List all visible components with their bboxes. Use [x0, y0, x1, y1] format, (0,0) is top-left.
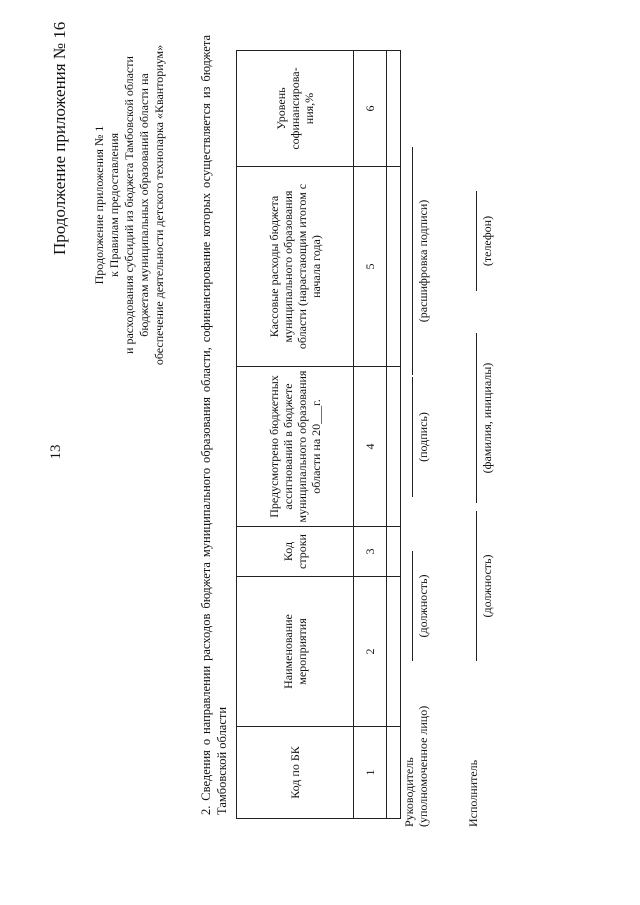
column-number: 6: [354, 51, 387, 167]
empty-cell: [387, 167, 401, 367]
subheading-line: обеспечение деятельности детского технопарка «Кванториум»: [152, 44, 166, 366]
head-signature-caption: (подпись): [416, 412, 430, 462]
subheading-line: бюджетам муниципальных образований области на: [137, 73, 151, 337]
head-label: [402, 706, 430, 827]
page-number: 13: [48, 444, 64, 460]
head-transcript-line: [412, 147, 413, 375]
executor-name-line: [476, 333, 477, 503]
column-number-row: [354, 51, 387, 819]
empty-table-row: [387, 51, 401, 819]
executor-name-caption: (фамилия, инициалы): [480, 362, 494, 474]
subheading-line: и расходования субсидий из бюджета Тамбовской области: [122, 56, 136, 354]
column-header: Код по БК: [237, 727, 354, 819]
head-signature-line: [412, 377, 413, 497]
column-number: 5: [354, 167, 387, 367]
subheading-line: Продолжение приложения № 1: [92, 125, 106, 285]
column-number: 4: [354, 367, 387, 527]
head-label-line: (уполномоченное лицо): [416, 705, 430, 827]
empty-cell: [387, 577, 401, 727]
column-number: 1: [354, 727, 387, 819]
empty-cell: [387, 727, 401, 819]
head-position-line: [412, 551, 413, 661]
empty-cell: [387, 367, 401, 527]
column-header: Уровень софинансирова-ния,%: [237, 51, 354, 167]
column-number: 2: [354, 577, 387, 727]
executor-phone-caption: (телефон): [480, 215, 494, 267]
column-number: 3: [354, 527, 387, 577]
executor-position-line: [476, 511, 477, 661]
empty-cell: [387, 51, 401, 167]
column-header: Код строки: [237, 527, 354, 577]
head-label-line: Руководитель: [402, 757, 416, 827]
appendix-heading: Продолжение приложения № 16: [50, 21, 69, 255]
empty-cell: [387, 527, 401, 577]
column-header: Предусмотрено бюджетных ассигнований в бюджете муниципального образования области на 20___г.: [237, 367, 354, 527]
appendix-subheading: [92, 20, 167, 390]
table-header-row: [237, 51, 354, 819]
section-intro-text: 2. Сведения о направлении расходов бюджета муниципального образования области, софинансирование которых осуществляется из бюджета Тамбовской области: [199, 35, 229, 815]
executor-phone-line: [476, 191, 477, 291]
executor-label: Исполнитель: [466, 759, 480, 827]
head-transcript-caption: (расшифровка подписи): [416, 199, 430, 323]
expenses-table: [236, 50, 401, 819]
executor-position-caption: (должность): [480, 554, 494, 618]
subheading-line: к Правилам предоставления: [107, 132, 121, 278]
head-position-caption: (должность): [416, 574, 430, 638]
column-header: Кассовые расходы бюджета муниципального образования области (нарастающим итогом с начала года): [237, 167, 354, 367]
column-header: Наименование мероприятия: [237, 577, 354, 727]
